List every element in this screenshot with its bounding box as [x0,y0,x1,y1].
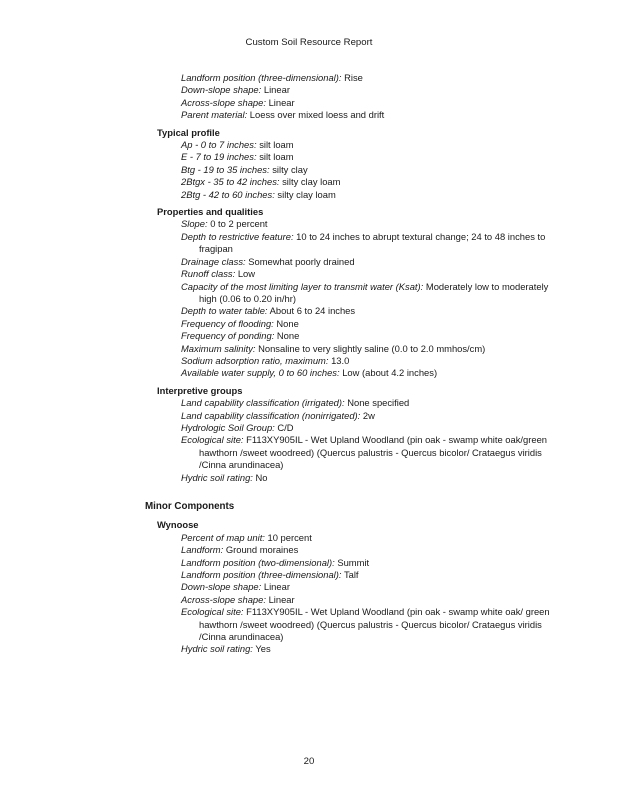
field-value: Nonsaline to very slightly saline (0.0 to 2.0 mmhos/cm) [258,342,486,354]
property-row [181,330,557,342]
field-value: Linear [268,96,295,108]
field-label: Maximum salinity: [181,342,256,354]
field-label: Drainage class: [181,255,246,267]
field-value: Somewhat poorly drained [248,255,355,267]
field-value: F113XY905IL - Wet Upland Woodland (pin oak - swamp white oak/green hawthorn /sweet woodreed) (Quercus palustris - Quercus bicolor/ Crataegus viridis /Cinna arundinacea) [199,434,547,471]
landform-3d-line [181,72,557,84]
field-label: Hydric soil rating: [181,643,253,655]
field-value: F113XY905IL - Wet Upland Woodland (pin oak - swamp white oak/ green hawthorn /sweet woodreed) (Quercus palustris - Quercus bicolor/ Crataegus viridis /Cinna arundinacea) [199,606,550,643]
component-row [181,643,557,655]
field-value: Talf [343,569,359,581]
field-label: Frequency of ponding: [181,330,275,342]
property-row [181,367,557,379]
field-value: silty clay loam [277,188,336,200]
field-label: Across-slope shape: [181,96,266,108]
field-label: Ecological site: [181,434,244,446]
field-value: silt loam [259,151,294,163]
field-label: Capacity of the most limiting layer to transmit water (Ksat): [181,280,424,292]
property-row [181,218,557,230]
field-value: 10 to 24 inches to abrupt textural change; 24 to 48 inches to fragipan [199,230,546,255]
field-label: Runoff class: [181,268,236,280]
field-value: About 6 to 24 inches [269,305,356,317]
component-row [181,594,557,606]
field-value: Ground moraines [225,544,299,556]
profile-row [181,139,557,151]
component-row [181,544,557,556]
interpretive-heading: Interpretive groups [157,384,243,396]
field-label: Down-slope shape: [181,581,262,593]
profile-row [181,176,557,188]
interpretive-row [181,410,557,422]
field-value: silty clay loam [282,176,341,188]
field-label: Hydric soil rating: [181,471,253,483]
field-label: Land capability classification (irrigated): [181,397,345,409]
field-label: Slope: [181,218,208,230]
field-label: Percent of map unit: [181,531,265,543]
field-label: Frequency of flooding: [181,317,274,329]
field-value: Low (about 4.2 inches) [342,367,438,379]
component-row [181,569,557,581]
page-number: 20 [303,756,315,767]
down-slope-line [181,84,557,96]
interpretive-row [181,434,557,471]
field-value: silt loam [259,139,294,151]
interpretive-row [181,397,557,409]
field-label: 2Btg - 42 to 60 inches: [181,188,275,200]
field-value: Loess over mixed loess and drift [249,109,385,121]
field-label: Btg - 19 to 35 inches: [181,163,270,175]
component-row [181,606,557,643]
field-label: Across-slope shape: [181,593,266,605]
field-value: Low [237,268,256,280]
interpretive-row [181,472,557,484]
field-value: 2w [362,409,375,421]
field-value: Yes [255,643,271,655]
field-label: Land capability classification (nonirrigated): [181,409,361,421]
property-row [181,343,557,355]
report-header: Custom Soil Resource Report [245,37,373,48]
field-value: None specified [347,397,410,409]
field-label: Down-slope shape: [181,84,262,96]
field-value: Linear [263,581,290,593]
parent-material-line [181,109,557,121]
component-name: Wynoose [157,519,199,531]
property-row [181,305,557,317]
field-label: Landform position (two-dimensional): [181,556,335,568]
property-row [181,256,557,268]
interpretive-row [181,422,557,434]
typical-profile-heading: Typical profile [157,126,220,138]
field-value: Moderately low to moderately high (0.06 to 0.20 in/hr) [199,280,549,304]
field-label: Depth to water table: [181,305,268,317]
property-row [181,318,557,330]
property-row [181,231,557,256]
field-value: Rise [344,72,363,83]
minor-components-heading: Minor Components [145,501,235,512]
profile-row [181,164,557,176]
field-label: E - 7 to 19 inches: [181,151,257,163]
across-slope-line [181,97,557,109]
field-label: Ecological site: [181,606,244,618]
property-row [181,355,557,367]
field-label: Depth to restrictive feature: [181,230,294,242]
field-value: Summit [337,556,370,568]
field-label: Landform position (three-dimensional): [181,72,342,83]
field-value: silty clay [272,163,308,175]
field-value: 13.0 [331,354,350,366]
field-value: 0 to 2 percent [210,218,268,230]
field-value: Linear [268,593,295,605]
field-value: 10 percent [267,531,312,543]
field-label: Ap - 0 to 7 inches: [181,139,257,151]
field-label: Available water supply, 0 to 60 inches: [181,367,340,379]
field-value: C/D [277,421,294,433]
field-label: Landform: [181,544,224,556]
field-value: No [255,471,268,483]
field-value: None [276,330,300,342]
field-label: Sodium adsorption ratio, maximum: [181,354,329,366]
component-row [181,532,557,544]
field-label: Hydrologic Soil Group: [181,421,275,433]
field-value: None [276,317,299,329]
property-row [181,281,557,306]
report-body [145,72,557,656]
profile-row [181,189,557,201]
field-label: Parent material: [181,109,248,121]
field-label: Landform position (three-dimensional): [181,569,342,581]
property-row [181,268,557,280]
component-row [181,557,557,569]
field-value: Linear [263,84,290,96]
properties-heading: Properties and qualities [157,206,264,218]
field-label: 2Btgx - 35 to 42 inches: [181,176,280,188]
profile-row [181,151,557,163]
component-row [181,581,557,593]
